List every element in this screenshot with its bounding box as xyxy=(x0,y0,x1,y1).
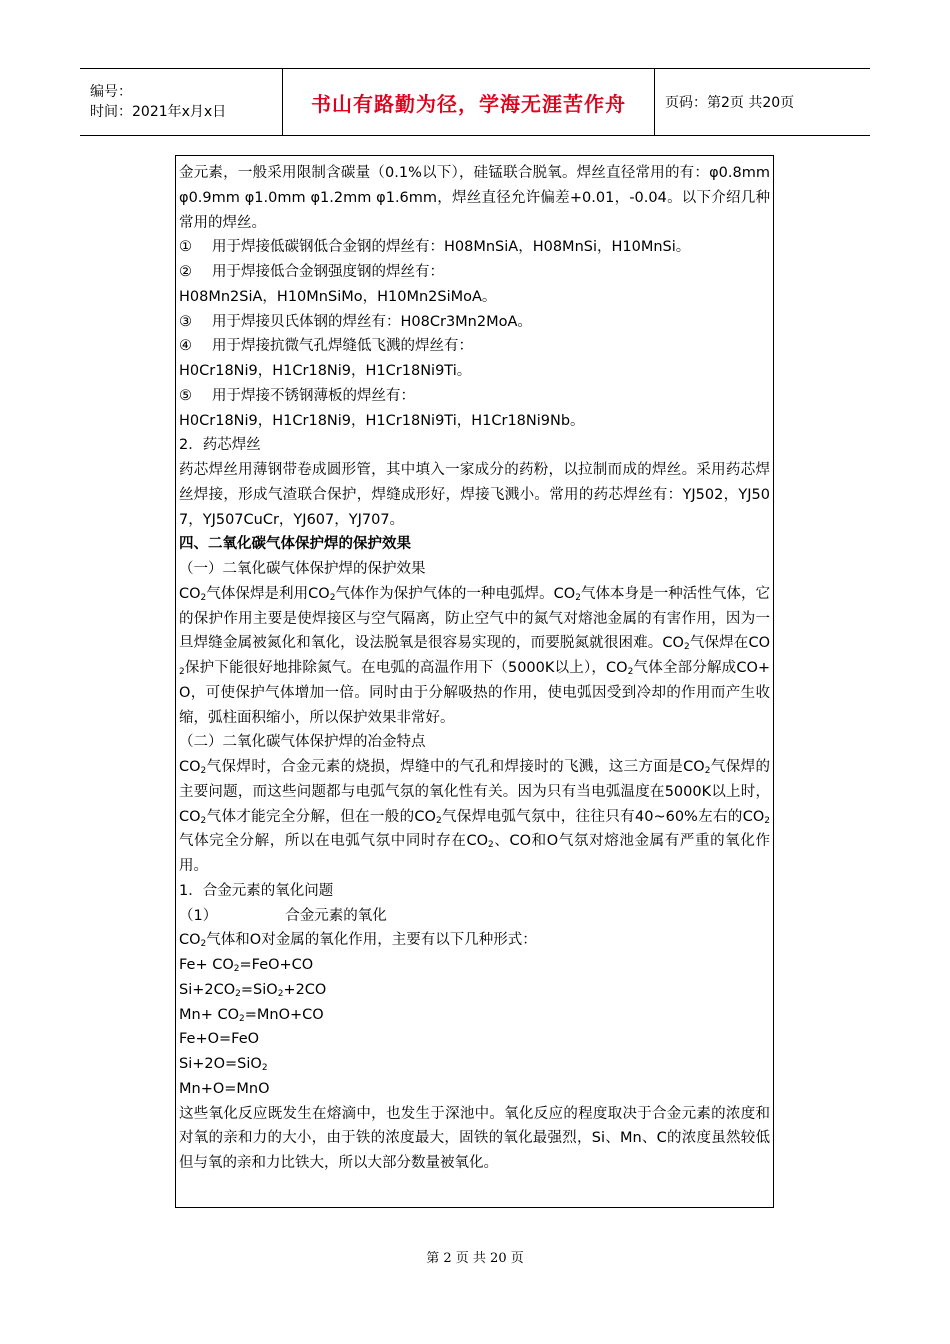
subsection-heading: （一）二氧化碳气体保护焊的保护效果 xyxy=(179,561,426,577)
flux-cored-paragraph: 药芯焊丝用薄钢带卷成圆形管，其中填入一家成分的药粉，以拉制而成的焊丝。采用药芯焊丝焊接，形成气渣联合保护，焊缝成形好，焊接飞溅小。常用的药芯焊丝有：YJ502，YJ507，YJ507CuCr，YJ607，YJ707。 xyxy=(179,462,770,528)
protection-paragraph: $CO_2$气体保焊是利用$CO_2$气体作为保护气体的一种电弧焊。$CO_2$气体本身是一种活性气体，它的保护作用主要是使焊接区与空气隔离，防止空气中的氮气对熔池金属的有害作用，因为一旦焊缝金属被氮化和氧化，设法脱氧是很容易实现的，而要脱氮就很困难。$CO_2$气保焊在$CO_2$保护下能很好地排除氮气。在电弧的高温作用下（5000K以上），$CO_2$气体全部分解成CO+ O，可使保护气体增加一倍。同时由于分解吸热的作用，使电弧因受到冷却的作用而产生收缩，弧柱面积缩小，所以保护效果非常好。 xyxy=(179,585,771,726)
header-page-code-cell xyxy=(655,69,870,135)
equation-3: $Mn+ CO_2=MnO+CO$ xyxy=(179,1006,324,1024)
list-text: 用于焊接低碳钢低合金钢的焊丝有：H08MnSiA，H08MnSi，H10MnSi。 xyxy=(212,239,691,256)
list-number: ⑤ xyxy=(179,387,192,404)
list-number: ② xyxy=(179,264,192,280)
equation-5: Si+2O=SiO$_2$ xyxy=(179,1056,268,1073)
document-number-label: 编号： xyxy=(90,84,132,100)
section-heading: 四、二氧化碳气体保护焊的保护效果 xyxy=(179,536,411,553)
subsection-heading: （二）二氧化碳气体保护焊的冶金特点 xyxy=(179,734,426,751)
alloy-heading: 1．合金元素的氧化问题 xyxy=(179,882,334,899)
list-text: 用于焊接低合金钢强度钢的焊丝有： xyxy=(212,264,444,280)
header-motto: 书山有路勤为径，学海无涯苦作舟 xyxy=(311,91,626,116)
metallurgy-paragraph: $CO_2$气保焊时，合金元素的烧损，焊缝中的气孔和焊接时的飞溅，这三方面是$CO_2$气保焊的主要问题，而这些问题都与电弧气氛的氧化性有关。因为只有当电弧温度在5000K以上时，$CO_2$气体才能完全分解，但在一般的$CO_2$气保焊电弧气氛中，往往只有40~60%左右的$CO_2$气体完全分解，所以在电弧气氛中同时存在$CO_2$、CO和O气氛对熔池金属有严重的氧化作用。 xyxy=(179,759,770,874)
equation-2: $Si+2CO_2=SiO_2+2CO$ xyxy=(179,981,327,999)
list-number: ① xyxy=(179,239,192,256)
oxidation-intro: $CO_2$气体和O对金属的氧化作用，主要有以下几种形式： xyxy=(179,932,537,950)
list-item-5-wires: H0Cr18Ni9，H1Cr18Ni9，H1Cr18Ni9Ti，H1Cr18Ni9Nb。 xyxy=(179,412,585,429)
page-header xyxy=(80,68,870,136)
list-item-5 xyxy=(179,384,770,409)
list-number: ④ xyxy=(179,338,192,355)
alloy-subheading: （1） 合金元素的氧化 xyxy=(179,907,387,924)
equation-4: Fe+O=FeO xyxy=(179,1031,260,1048)
list-item-2 xyxy=(179,260,770,285)
list-item-4-wires: H0Cr18Ni9，H1Cr18Ni9，H1Cr18Ni9Ti。 xyxy=(179,363,472,379)
intro-paragraph: 金元素，一般采用限制含碳量（0.1%以下），硅锰联合脱氧。焊丝直径常用的有：φ0.8mm φ0.9mm φ1.0mm φ1.2mm φ1.6mm，焊丝直径允许偏差+0.01，-0.04。以下介绍几种常用的焊丝。 xyxy=(179,165,770,231)
page-footer: 第 2 页 共 20 页 xyxy=(426,1251,524,1266)
header-motto-cell xyxy=(282,69,655,135)
list-text: 用于焊接抗微气孔焊缝低飞溅的焊丝有： xyxy=(212,338,473,355)
list-item-2-wires: H08Mn2SiA，H10MnSiMo，H10Mn2SiMoA。 xyxy=(179,288,497,305)
list-item-4 xyxy=(179,334,770,359)
list-text: 用于焊接贝氏体钢的焊丝有：H08Cr3Mn2MoA。 xyxy=(212,313,532,330)
equation-1: $Fe+ CO_2=FeO+CO$ xyxy=(179,957,314,974)
flux-cored-heading: 2．药芯焊丝 xyxy=(179,437,261,454)
header-page-code: 页码：第2页 共20页 xyxy=(665,95,795,111)
list-item-1 xyxy=(179,235,770,260)
document-body xyxy=(175,155,774,1208)
header-meta xyxy=(80,69,282,135)
list-item-3 xyxy=(179,310,770,335)
closing-paragraph: 这些氧化反应既发生在熔滴中，也发生于深池中。氧化反应的程度取决于合金元素的浓度和对氧的亲和力的大小，由于铁的浓度最大，固铁的氧化最强烈，Si、Mn、C的浓度虽然较低但与氧的亲和力比铁大，所以大部分数量被氧化。 xyxy=(179,1105,770,1171)
list-number: ③ xyxy=(179,313,192,330)
list-text: 用于焊接不锈钢薄板的焊丝有： xyxy=(212,387,415,404)
document-date-label: 时间：2021年x月x日 xyxy=(90,104,227,120)
equation-6: Mn+O=MnO xyxy=(179,1080,270,1097)
